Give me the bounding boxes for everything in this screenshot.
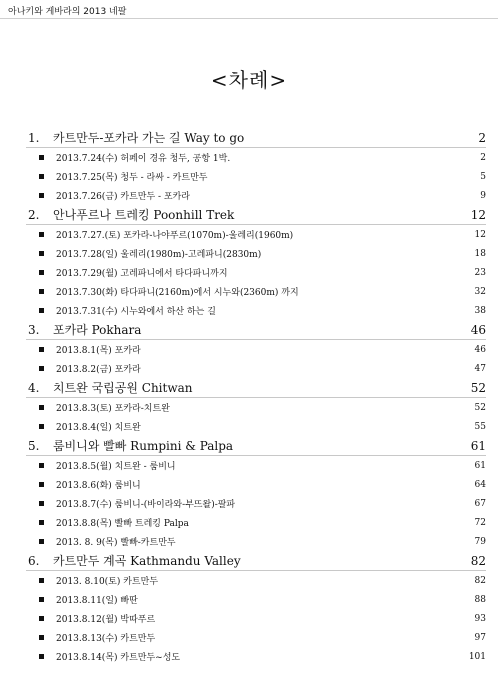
square-bullet-icon — [39, 501, 44, 506]
square-bullet-icon — [39, 616, 44, 621]
section-page-number: 82 — [470, 553, 486, 568]
square-bullet-icon — [39, 520, 44, 525]
toc-entry[interactable] — [26, 398, 486, 417]
entry-title: 2013.8.3(토) 포카라-치트완 — [56, 404, 170, 414]
toc-title: <차례> — [210, 68, 288, 92]
entry-page-number: 93 — [474, 613, 486, 624]
entry-title: 2013.8.6(화) 룸비니 — [56, 481, 141, 491]
section-page-number: 2 — [478, 130, 486, 145]
square-bullet-icon — [39, 635, 44, 640]
toc-entry[interactable] — [26, 609, 486, 628]
entry-title: 2013. 8.10(토) 카트만두 — [56, 577, 159, 587]
square-bullet-icon — [39, 463, 44, 468]
entry-page-number: 97 — [474, 632, 486, 643]
toc-entry[interactable] — [26, 513, 486, 532]
entry-title: 2013.8.13(수) 카트만두 — [56, 634, 156, 644]
entry-title: 2013.8.8(목) 빨빠 트레킹 Palpa — [56, 519, 189, 529]
square-bullet-icon — [39, 539, 44, 544]
entry-page-number: 64 — [474, 479, 486, 490]
square-bullet-icon — [39, 289, 44, 294]
entry-page-number: 67 — [474, 498, 486, 509]
entry-page-number: 2 — [480, 152, 486, 163]
section-number: 1. — [28, 130, 40, 145]
entry-title: 2013.7.30(화) 타다파니(2160m)에서 시누와(2360m) 까지 — [56, 288, 299, 298]
entry-title: 2013.8.5(월) 치트완 - 룸비니 — [56, 462, 176, 472]
entry-page-number: 46 — [474, 344, 486, 355]
section-page-number: 12 — [470, 207, 486, 222]
section-page-number: 52 — [470, 380, 486, 395]
entry-title: 2013.8.12(월) 박따푸르 — [56, 615, 156, 625]
toc-section[interactable] — [26, 378, 486, 398]
square-bullet-icon — [39, 597, 44, 602]
toc-entry[interactable] — [26, 148, 486, 167]
section-number: 5. — [28, 438, 40, 453]
toc-entry[interactable] — [26, 456, 486, 475]
toc-entry[interactable] — [26, 647, 486, 666]
section-title: 카트만두-포카라 가는 길 Way to go — [53, 131, 245, 145]
square-bullet-icon — [39, 232, 44, 237]
entry-page-number: 55 — [474, 421, 486, 432]
square-bullet-icon — [39, 155, 44, 160]
table-of-contents — [26, 128, 486, 666]
square-bullet-icon — [39, 174, 44, 179]
square-bullet-icon — [39, 193, 44, 198]
toc-section[interactable] — [26, 551, 486, 571]
toc-entry[interactable] — [26, 167, 486, 186]
toc-entry[interactable] — [26, 417, 486, 436]
toc-entry[interactable] — [26, 282, 486, 301]
entry-title: 2013.8.7(수) 룸비니-(바이라와-부뜨왈)-팔파 — [56, 500, 236, 510]
toc-entry[interactable] — [26, 532, 486, 551]
running-header: 아나키와 게바라의 2013 네팔 — [8, 7, 127, 17]
entry-page-number: 9 — [480, 190, 486, 201]
section-number: 3. — [28, 322, 40, 337]
toc-entry[interactable] — [26, 186, 486, 205]
toc-entry[interactable] — [26, 301, 486, 320]
toc-section[interactable] — [26, 205, 486, 225]
section-title: 카트만두 계곡 Kathmandu Valley — [53, 554, 241, 568]
square-bullet-icon — [39, 308, 44, 313]
entry-page-number: 72 — [474, 517, 486, 528]
entry-page-number: 18 — [474, 248, 486, 259]
toc-entry[interactable] — [26, 225, 486, 244]
entry-page-number: 61 — [474, 460, 486, 471]
entry-page-number: 5 — [480, 171, 486, 182]
toc-entry[interactable] — [26, 359, 486, 378]
section-page-number: 61 — [470, 438, 486, 453]
header-divider — [0, 18, 498, 19]
entry-page-number: 101 — [468, 651, 486, 662]
entry-title: 2013.7.28(일) 울레리(1980m)-고레파니(2830m) — [56, 250, 262, 260]
toc-entry[interactable] — [26, 571, 486, 590]
section-title: 포카라 Pokhara — [53, 323, 142, 337]
entry-title: 2013.8.1(목) 포카라 — [56, 346, 141, 356]
square-bullet-icon — [39, 482, 44, 487]
toc-entry[interactable] — [26, 494, 486, 513]
entry-title: 2013.7.26(금) 카트만두 - 포카라 — [56, 192, 191, 202]
entry-page-number: 47 — [474, 363, 486, 374]
square-bullet-icon — [39, 405, 44, 410]
section-title: 안나푸르나 트레킹 Poonhill Trek — [53, 208, 235, 222]
square-bullet-icon — [39, 424, 44, 429]
toc-section[interactable] — [26, 436, 486, 456]
square-bullet-icon — [39, 654, 44, 659]
square-bullet-icon — [39, 270, 44, 275]
entry-title: 2013.7.31(수) 시누와에서 하산 하는 길 — [56, 307, 216, 317]
section-title: 치트완 국립공원 Chitwan — [53, 381, 193, 395]
entry-title: 2013.8.2(금) 포카라 — [56, 365, 141, 375]
toc-entry[interactable] — [26, 244, 486, 263]
entry-page-number: 88 — [474, 594, 486, 605]
entry-title: 2013.7.24(수) 허페이 경유 청두, 공항 1박. — [56, 154, 231, 164]
entry-page-number: 38 — [474, 305, 486, 316]
section-title: 룸비니와 빨빠 Rumpini & Palpa — [53, 439, 234, 453]
toc-entry[interactable] — [26, 628, 486, 647]
section-number: 4. — [28, 380, 40, 395]
entry-page-number: 82 — [474, 575, 486, 586]
square-bullet-icon — [39, 347, 44, 352]
toc-section[interactable] — [26, 128, 486, 148]
toc-entry[interactable] — [26, 340, 486, 359]
section-number: 6. — [28, 553, 40, 568]
section-page-number: 46 — [470, 322, 486, 337]
entry-title: 2013. 8. 9(목) 빨빠-카트만두 — [56, 538, 176, 548]
entry-page-number: 23 — [474, 267, 486, 278]
entry-page-number: 79 — [474, 536, 486, 547]
square-bullet-icon — [39, 578, 44, 583]
toc-entry[interactable] — [26, 590, 486, 609]
square-bullet-icon — [39, 366, 44, 371]
entry-page-number: 52 — [474, 402, 486, 413]
entry-page-number: 32 — [474, 286, 486, 297]
entry-page-number: 12 — [474, 229, 486, 240]
square-bullet-icon — [39, 251, 44, 256]
entry-title: 2013.7.25(목) 청두 - 라싸 - 카트만두 — [56, 173, 208, 183]
toc-section[interactable] — [26, 320, 486, 340]
entry-title: 2013.8.4(일) 치트완 — [56, 423, 141, 433]
toc-entry[interactable] — [26, 475, 486, 494]
entry-title: 2013.8.11(일) 빠딴 — [56, 596, 138, 606]
entry-title: 2013.8.14(목) 카트만두~성도 — [56, 653, 181, 663]
entry-title: 2013.7.29(월) 고레파니에서 타다파니까지 — [56, 269, 228, 279]
section-number: 2. — [28, 207, 40, 222]
entry-title: 2013.7.27.(토) 포카라-나야푸르(1070m)-울레리(1960m) — [56, 231, 294, 241]
toc-entry[interactable] — [26, 263, 486, 282]
